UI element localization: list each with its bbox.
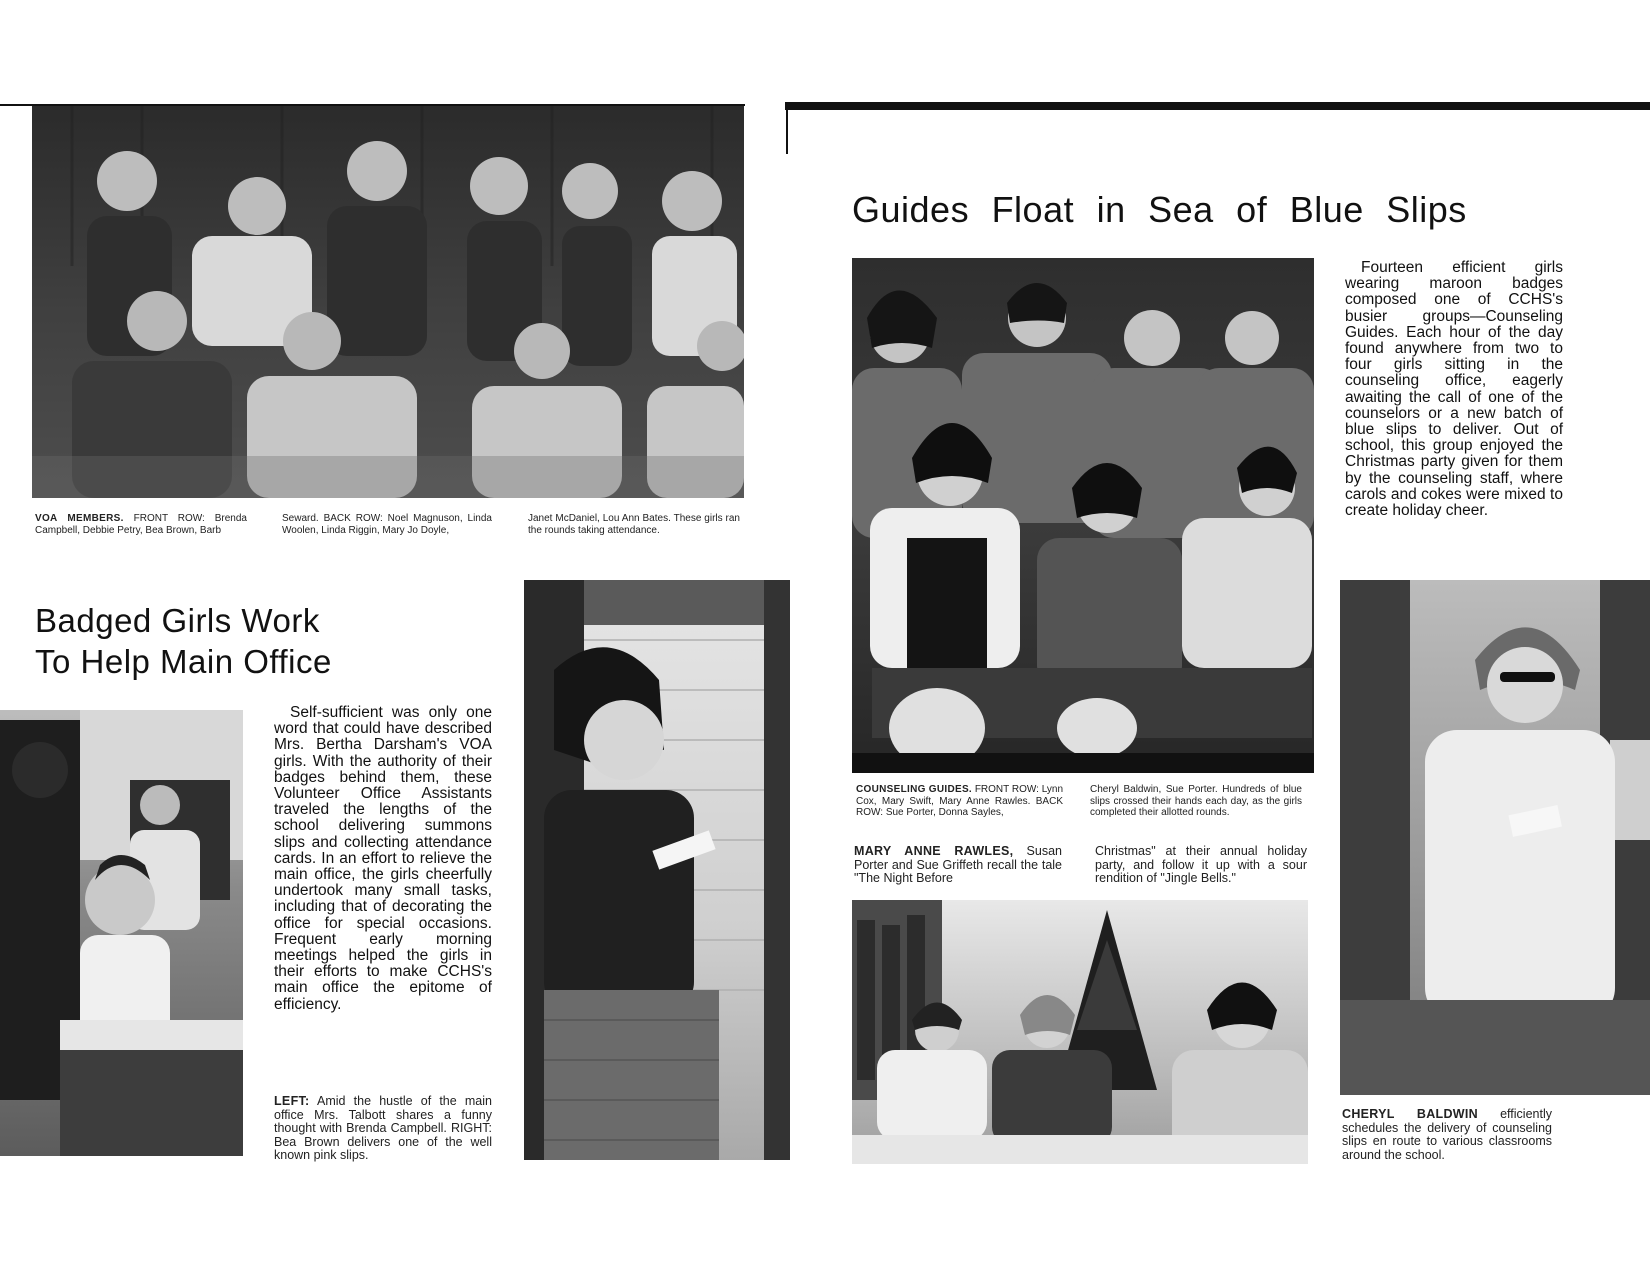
left-page-title-line1: Badged Girls Work xyxy=(35,602,320,639)
party-caption-col2: Christmas" at their annual holiday party, and follow it up with a sour rendition of "Jingle Bells." xyxy=(1095,844,1307,885)
christmas-party-photo xyxy=(852,900,1308,1164)
guides-caption-col2: Cheryl Baldwin, Sue Porter. Hundreds of blue slips crossed their hands each day, as the girls completed their allotted rounds. xyxy=(1090,784,1302,818)
voa-caption-text-1: FRONT ROW: Brenda Campbell, Debbie Petry, Bea Brown, Barb xyxy=(35,513,247,536)
party-caption-text-1: Susan Porter and Sue Griffeth recall the tale "The Night Before xyxy=(854,844,1062,885)
voa-caption-col1 xyxy=(35,513,247,536)
guides-caption-col1 xyxy=(856,784,1063,819)
left-page-bottom-caption xyxy=(274,1095,492,1163)
voa-caption-lead: VOA MEMBERS. xyxy=(35,513,124,524)
guides-caption-text-1: FRONT ROW: Lynn Cox, Mary Swift, Mary Anne Rawles. BACK ROW: Sue Porter, Donna Sayles, xyxy=(856,784,1064,818)
cheryl-caption-lead: CHERYL BALDWIN xyxy=(1342,1107,1479,1121)
left-page-title-line2: To Help Main Office xyxy=(35,643,332,680)
cheryl-caption xyxy=(1342,1108,1552,1162)
bottom-caption-lead: LEFT: xyxy=(274,1094,310,1108)
bea-brown-photo xyxy=(524,580,790,1160)
page-gutter xyxy=(786,104,788,154)
party-caption-lead: MARY ANNE RAWLES, xyxy=(854,844,1014,858)
voa-group-photo xyxy=(32,106,744,498)
main-office-photo xyxy=(0,710,243,1156)
party-caption-col1 xyxy=(854,845,1062,886)
bottom-caption-text: Amid the hustle of the main office Mrs. Talbott shares a funny thought with Brenda Campbell. RIGHT: Bea Brown delivers one of the well known pink slips. xyxy=(274,1094,492,1162)
cheryl-caption-text: efficiently schedules the delivery of counseling slips en route to various classrooms around the school. xyxy=(1342,1107,1552,1162)
right-page-top-rule xyxy=(785,102,1650,110)
voa-caption-col2: Seward. BACK ROW: Noel Magnuson, Linda Woolen, Linda Riggin, Mary Jo Doyle, xyxy=(282,513,492,536)
voa-caption-col3: Janet McDaniel, Lou Ann Bates. These girls ran the rounds taking attendance. xyxy=(528,513,740,536)
counseling-guides-photo xyxy=(852,258,1314,773)
right-page-story: Fourteen efficient girls wearing maroon badges composed one of CCHS's busier groups—Counseling Guides. Each hour of the day found anywhere from two to four girls sitting in the counseling office, eagerly awaiting the call of one of the counselors or a new batch of blue slips to deliver. Out of school, this group enjoyed the Christmas party given for them by the counseling staff, where carols and cokes were mixed to create holiday cheer. xyxy=(1345,259,1563,520)
cheryl-baldwin-photo xyxy=(1340,580,1650,1095)
left-page-story: Self-sufficient was only one word that could have described Mrs. Bertha Darsham's VOA girls. With the authority of their badges behind them, these Volunteer Office Assistants traveled the lengths of the school delivering summons slips and collecting attendance cards. In an effort to relieve the main office, the girls cheerfully undertook many small tasks, including that of decorating the office for special occasions. Frequent early morning meetings helped the girls in their efforts to make CCHS's main office the epitome of efficiency. xyxy=(274,704,492,1013)
guides-caption-lead: COUNSELING GUIDES. xyxy=(856,784,972,795)
right-page-title: Guides Float in Sea of Blue Slips xyxy=(852,189,1467,230)
